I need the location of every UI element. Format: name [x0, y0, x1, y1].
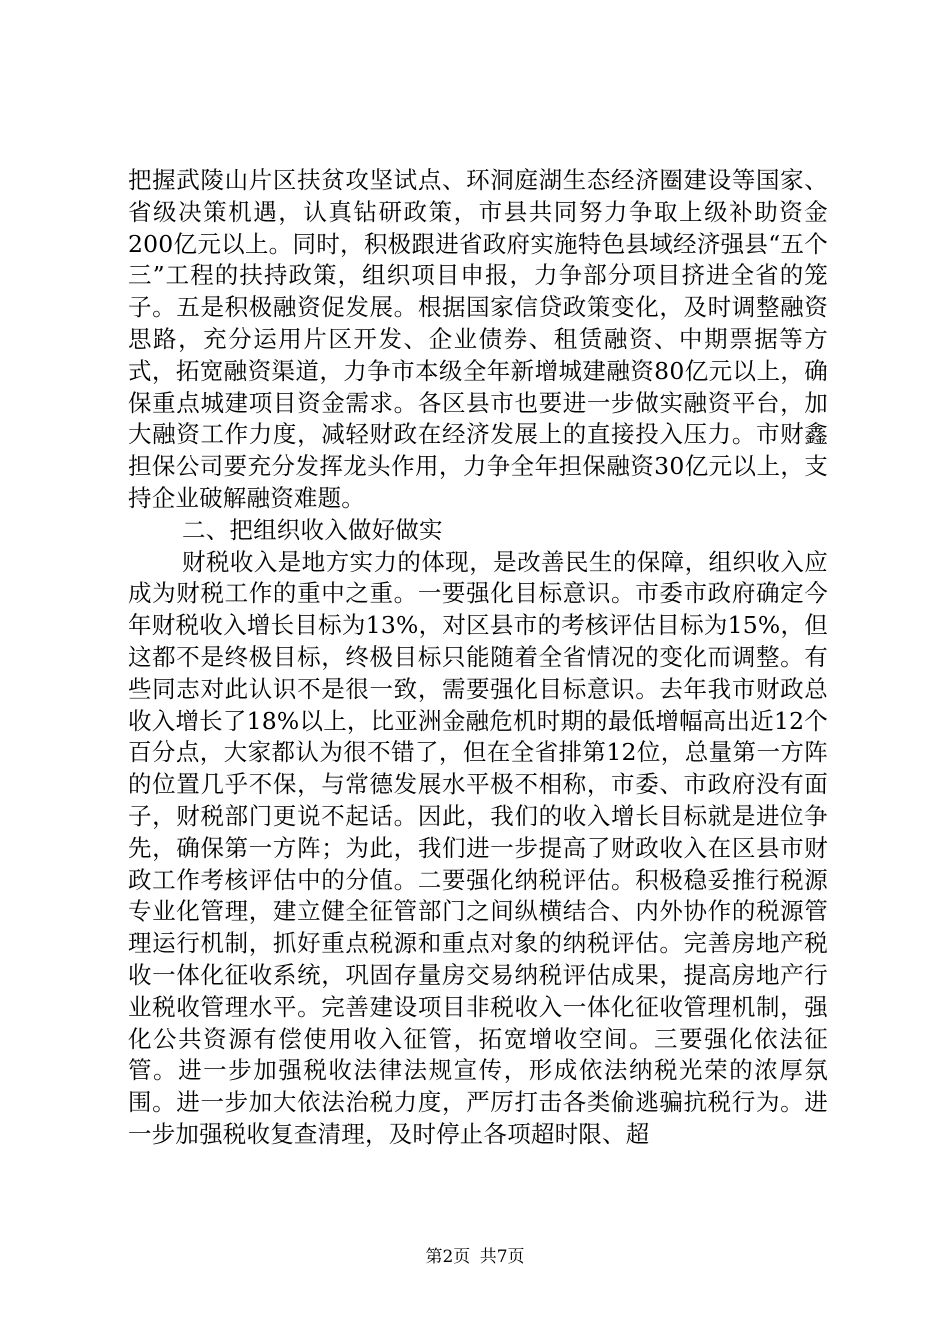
- page-total: 共7页: [479, 1247, 525, 1267]
- document-body: [128, 165, 828, 1151]
- paragraph-continuation: 把握武陵山片区扶贫攻坚试点、环洞庭湖生态经济圈建设等国家、省级决策机遇，认真钻研政策，市县共同努力争取上级补助资金200亿元以上。同时，积极跟进省政府实施特色县域经济强县“五个三”工程的扶持政策，组织项目申报，力争部分项目挤进全省的笼子。五是积极融资促发展。根据国家信贷政策变化，及时调整融资思路，充分运用片区开发、企业债券、租赁融资、中期票据等方式，拓宽融资渠道，力争市本级全年新增城建融资80亿元以上，确保重点城建项目资金需求。各区县市也要进一步做实融资平台，加大融资工作力度，减轻财政在经济发展上的直接投入压力。市财鑫担保公司要充分发挥龙头作用，力争全年担保融资30亿元以上，支持企业破解融资难题。: [128, 166, 828, 512]
- page-footer: [0, 1246, 950, 1268]
- paragraph-body: 财税收入是地方实力的体现，是改善民生的保障，组织收入应成为财税工作的重中之重。一要强化目标意识。市委市政府确定今年财税收入增长目标为13%，对区县市的考核评估目标为15%，但这都不是终极目标，终极目标只能随着全省情况的变化而调整。有些同志对此认识不是很一致，需要强化目标意识。去年我市财政总收入增长了18%以上，比亚洲金融危机时期的最低增幅高出近12个百分点，大家都认为很不错了，但在全省排第12位，总量第一方阵的位置几乎不保，与常德发展水平极不相称，市委、市政府没有面子，财税部门更说不起话。因此，我们的收入增长目标就是进位争先，确保第一方阵；为此，我们进一步提高了财政收入在区县市财政工作考核评估中的分值。二要强化纳税评估。积极稳妥推行税源专业化管理，建立健全征管部门之间纵横结合、内外协作的税源管理运行机制，抓好重点税源和重点对象的纳税评估。完善房地产税收一体化征收系统，巩固存量房交易纳税评估成果，提高房地产行业税收管理水平。完善建设项目非税收入一体化征收管理机制，强化公共资源有偿使用收入征管，拓宽增收空间。三要强化依法征管。进一步加强税收法律法规宣传，形成依法纳税光荣的浓厚氛围。进一步加大依法治税力度，严厉打击各类偷逃骗抗税行为。进一步加强税收复查清理，及时停止各项超时限、超: [128, 547, 828, 1148]
- page-number: 第2页: [425, 1247, 471, 1267]
- section-heading: 二、把组织收入做好做实: [182, 515, 443, 544]
